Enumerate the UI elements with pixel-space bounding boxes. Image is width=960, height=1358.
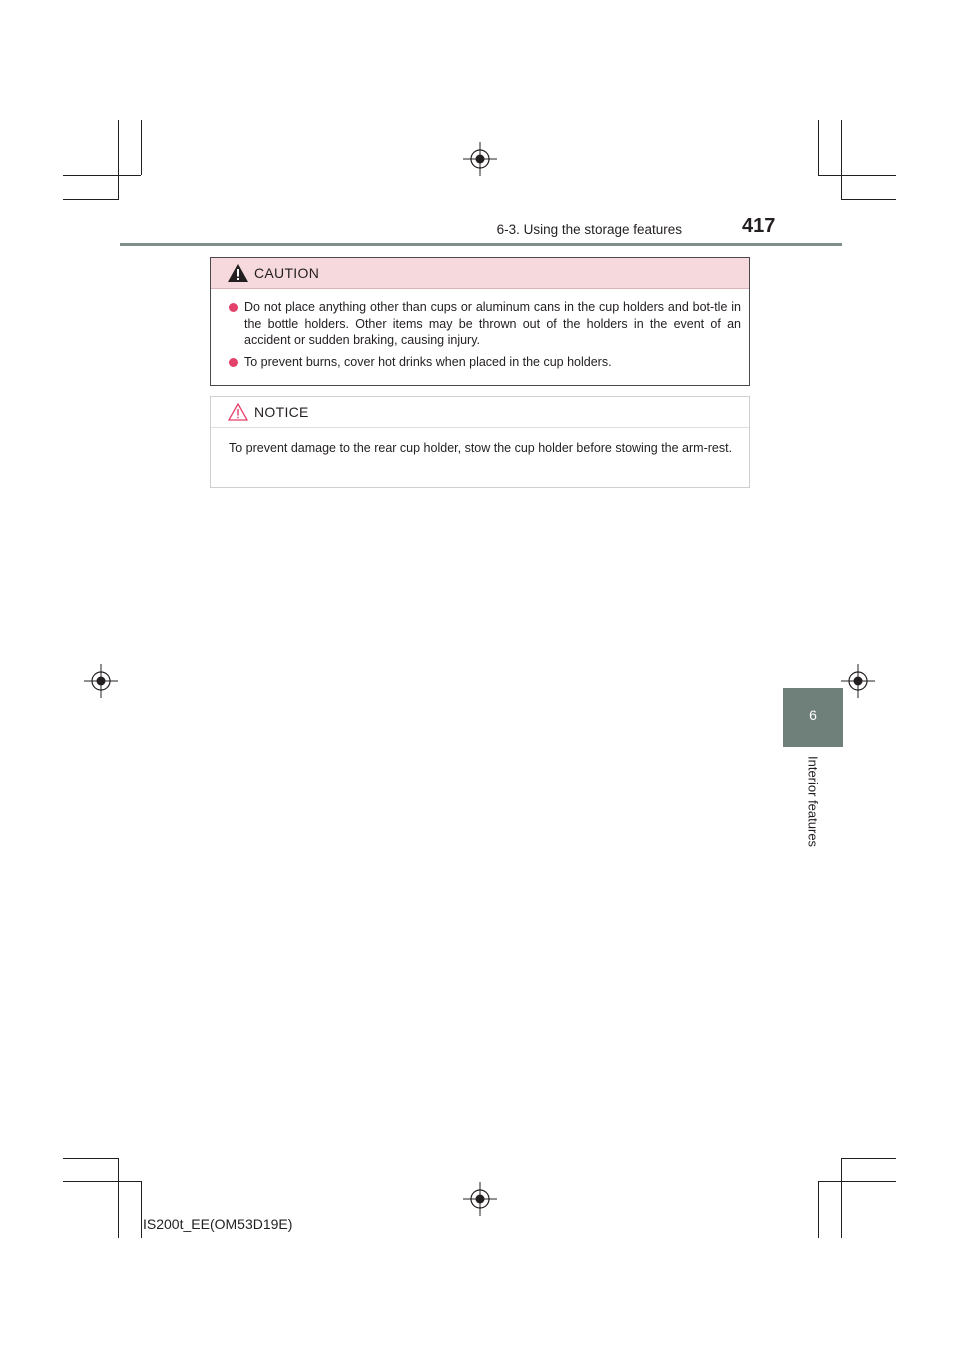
chapter-tab bbox=[783, 688, 843, 747]
crop-mark bbox=[63, 175, 141, 176]
crop-mark bbox=[818, 1181, 896, 1182]
crop-mark bbox=[841, 120, 842, 200]
header-divider bbox=[120, 243, 842, 246]
bullet-icon bbox=[229, 358, 238, 367]
crop-mark bbox=[118, 120, 119, 200]
section-title: 6-3. Using the storage features bbox=[496, 222, 682, 237]
page-number: 417 bbox=[742, 215, 776, 237]
list-item bbox=[229, 354, 741, 371]
caution-item-text: To prevent burns, cover hot drinks when placed in the cup holders. bbox=[244, 354, 612, 369]
registration-mark-icon bbox=[463, 142, 497, 176]
crop-mark bbox=[118, 1158, 119, 1238]
crop-mark bbox=[141, 1181, 142, 1238]
registration-mark-icon bbox=[841, 664, 875, 698]
caution-body bbox=[211, 289, 749, 370]
crop-mark bbox=[63, 199, 119, 200]
crop-mark bbox=[841, 1158, 842, 1238]
caution-header bbox=[211, 258, 749, 289]
registration-mark-icon bbox=[84, 664, 118, 698]
notice-title: NOTICE bbox=[254, 404, 309, 420]
crop-mark bbox=[818, 1181, 819, 1238]
notice-box bbox=[210, 396, 750, 488]
chapter-number: 6 bbox=[809, 707, 817, 723]
list-item bbox=[229, 299, 741, 349]
crop-mark bbox=[818, 120, 819, 175]
warning-triangle-filled-icon bbox=[228, 264, 248, 282]
crop-mark bbox=[818, 175, 896, 176]
bullet-icon bbox=[229, 303, 238, 312]
caution-box bbox=[210, 257, 750, 386]
crop-mark bbox=[141, 120, 142, 175]
caution-item-text: Do not place anything other than cups or aluminum cans in the cup holders and bot-tle in the bottle holders. Other items may be thrown out of the holders in the event of an accident or sudden braking, causing injury. bbox=[244, 300, 741, 347]
caution-title: CAUTION bbox=[254, 265, 320, 281]
notice-header bbox=[211, 397, 749, 428]
chapter-label: Interior features bbox=[805, 756, 821, 848]
document-id: IS200t_EE(OM53D19E) bbox=[143, 1216, 293, 1232]
crop-mark bbox=[841, 199, 896, 200]
crop-mark bbox=[63, 1181, 141, 1182]
registration-mark-icon bbox=[463, 1182, 497, 1216]
crop-mark bbox=[841, 1158, 896, 1159]
warning-triangle-outline-icon bbox=[228, 403, 248, 421]
crop-mark bbox=[63, 1158, 119, 1159]
notice-text: To prevent damage to the rear cup holder, stow the cup holder before stowing the arm-rest. bbox=[229, 441, 733, 455]
